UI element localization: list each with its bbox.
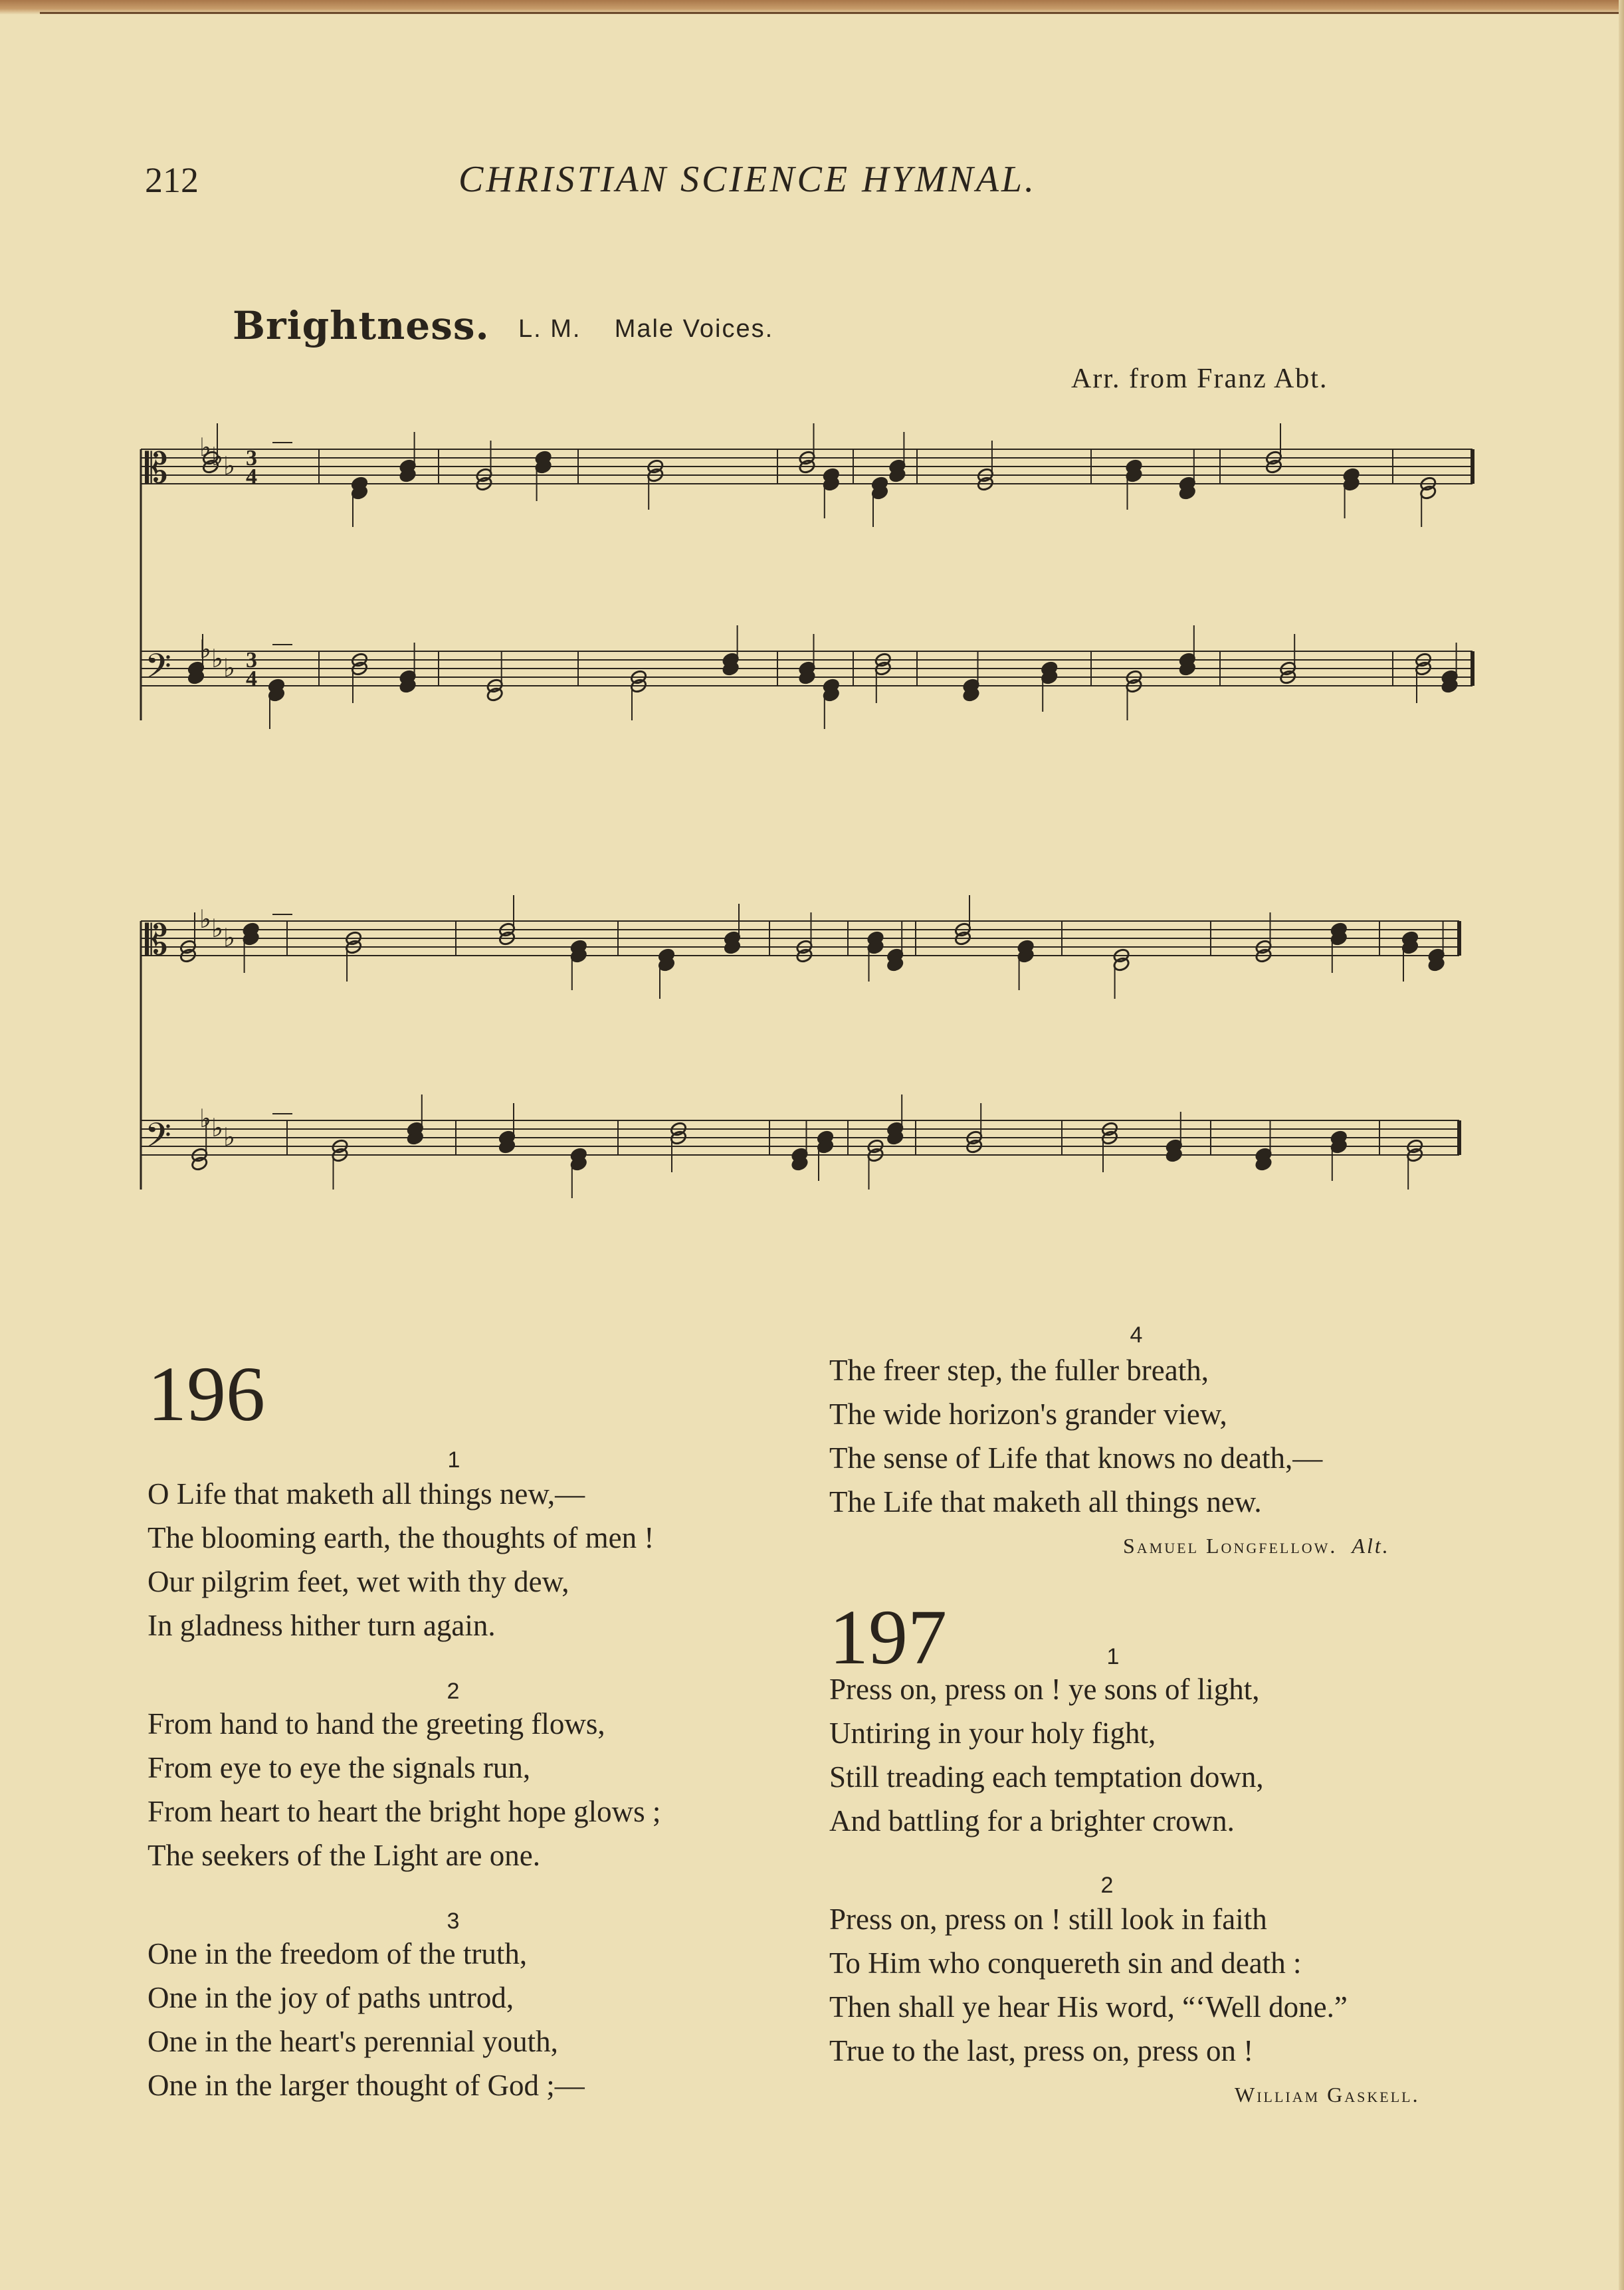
verse-line: From hand to hand the greeting flows, — [148, 1707, 605, 1740]
flat-sign: ♭ — [199, 433, 211, 462]
verse-line: The freer step, the fuller breath, — [829, 1354, 1209, 1387]
verse-line: One in the joy of paths untrod, — [148, 1981, 514, 2014]
verse-line: In gladness hither turn again. — [148, 1609, 496, 1642]
verse-number: 4 — [1130, 1322, 1143, 1348]
verse-line: Our pilgrim feet, wet with thy dew, — [148, 1565, 569, 1598]
verse-number: 2 — [1100, 1873, 1114, 1898]
flat-sign: ♭ — [199, 1104, 211, 1133]
verse-number: 1 — [447, 1447, 460, 1473]
verse-line: Press on, press on ! ye sons of light, — [829, 1673, 1260, 1706]
verse-line: One in the larger thought of God ;— — [148, 2069, 585, 2102]
flat-sign: ♭ — [223, 1122, 235, 1152]
verse-line: Untiring in your holy fight, — [829, 1717, 1156, 1750]
verse-line: O Life that maketh all things new,— — [148, 1477, 585, 1510]
tune-arranger: Arr. from Franz Abt. — [1071, 364, 1328, 394]
hymn-number-197: 197 — [829, 1594, 947, 1681]
verse-line: Still treading each temptation down, — [829, 1760, 1264, 1794]
author-note: Alt. — [1352, 1534, 1390, 1558]
verse-number: 2 — [447, 1679, 460, 1704]
flat-sign: ♭ — [211, 914, 223, 943]
bass-clef: 𝄢 — [145, 1115, 171, 1164]
verse-line: One in the heart's perennial youth, — [148, 2025, 558, 2058]
flat-sign: ♭ — [211, 442, 223, 471]
verse-line: To Him who conquereth sin and death : — [829, 1946, 1302, 1980]
verse-line: The sense of Life that knows no death,— — [829, 1441, 1323, 1475]
page-number: 212 — [145, 160, 199, 200]
flat-sign: ♭ — [223, 451, 235, 480]
verse-line: One in the freedom of the truth, — [148, 1937, 528, 1970]
verse-line: From heart to heart the bright hope glows ; — [148, 1795, 661, 1828]
tenor-clef: 𝄡 — [145, 444, 168, 492]
tune-name: Brightness. — [233, 303, 490, 348]
verse-line: The blooming earth, the thoughts of men ! — [148, 1521, 655, 1554]
flat-sign: ♭ — [199, 904, 211, 934]
tenor-time-signature-top: 3 — [246, 446, 257, 470]
hymn-author: William Gaskell. — [1235, 2083, 1420, 2107]
verse-line: And battling for a brighter crown. — [829, 1804, 1235, 1837]
author-name: Samuel Longfellow. — [1123, 1534, 1338, 1558]
bass-time-signature-top: 3 — [246, 648, 257, 673]
verse-number: 3 — [447, 1909, 460, 1934]
verse-line: True to the last, press on, press on ! — [829, 2034, 1254, 2067]
hymn-author — [1123, 1534, 1390, 1558]
tune-meter: L. M. — [518, 315, 581, 343]
flat-sign: ♭ — [223, 653, 235, 682]
verse-line: Then shall ye hear His word, “‘Well done.” — [829, 1990, 1348, 2024]
verse-line: The Life that maketh all things new. — [829, 1485, 1262, 1518]
verse-number: 1 — [1106, 1644, 1120, 1669]
bass-clef: 𝄢 — [145, 646, 171, 694]
flat-sign: ♭ — [211, 644, 223, 673]
bass-time-signature-bottom: 4 — [246, 667, 257, 691]
flat-sign: ♭ — [211, 1113, 223, 1142]
running-head: CHRISTIAN SCIENCE HYMNAL. — [458, 159, 1037, 200]
hymn-number-196: 196 — [148, 1350, 265, 1437]
verse-line: From eye to eye the signals run, — [148, 1751, 531, 1784]
verse-line: The seekers of the Light are one. — [148, 1839, 540, 1872]
verse-line: The wide horizon's grander view, — [829, 1398, 1227, 1431]
tenor-clef: 𝄡 — [145, 916, 168, 964]
tune-voices: Male Voices. — [614, 315, 774, 343]
flat-sign: ♭ — [223, 923, 235, 952]
flat-sign: ♭ — [199, 635, 211, 664]
verse-line: Press on, press on ! still look in faith — [829, 1903, 1267, 1936]
tenor-time-signature-bottom: 4 — [246, 465, 257, 489]
